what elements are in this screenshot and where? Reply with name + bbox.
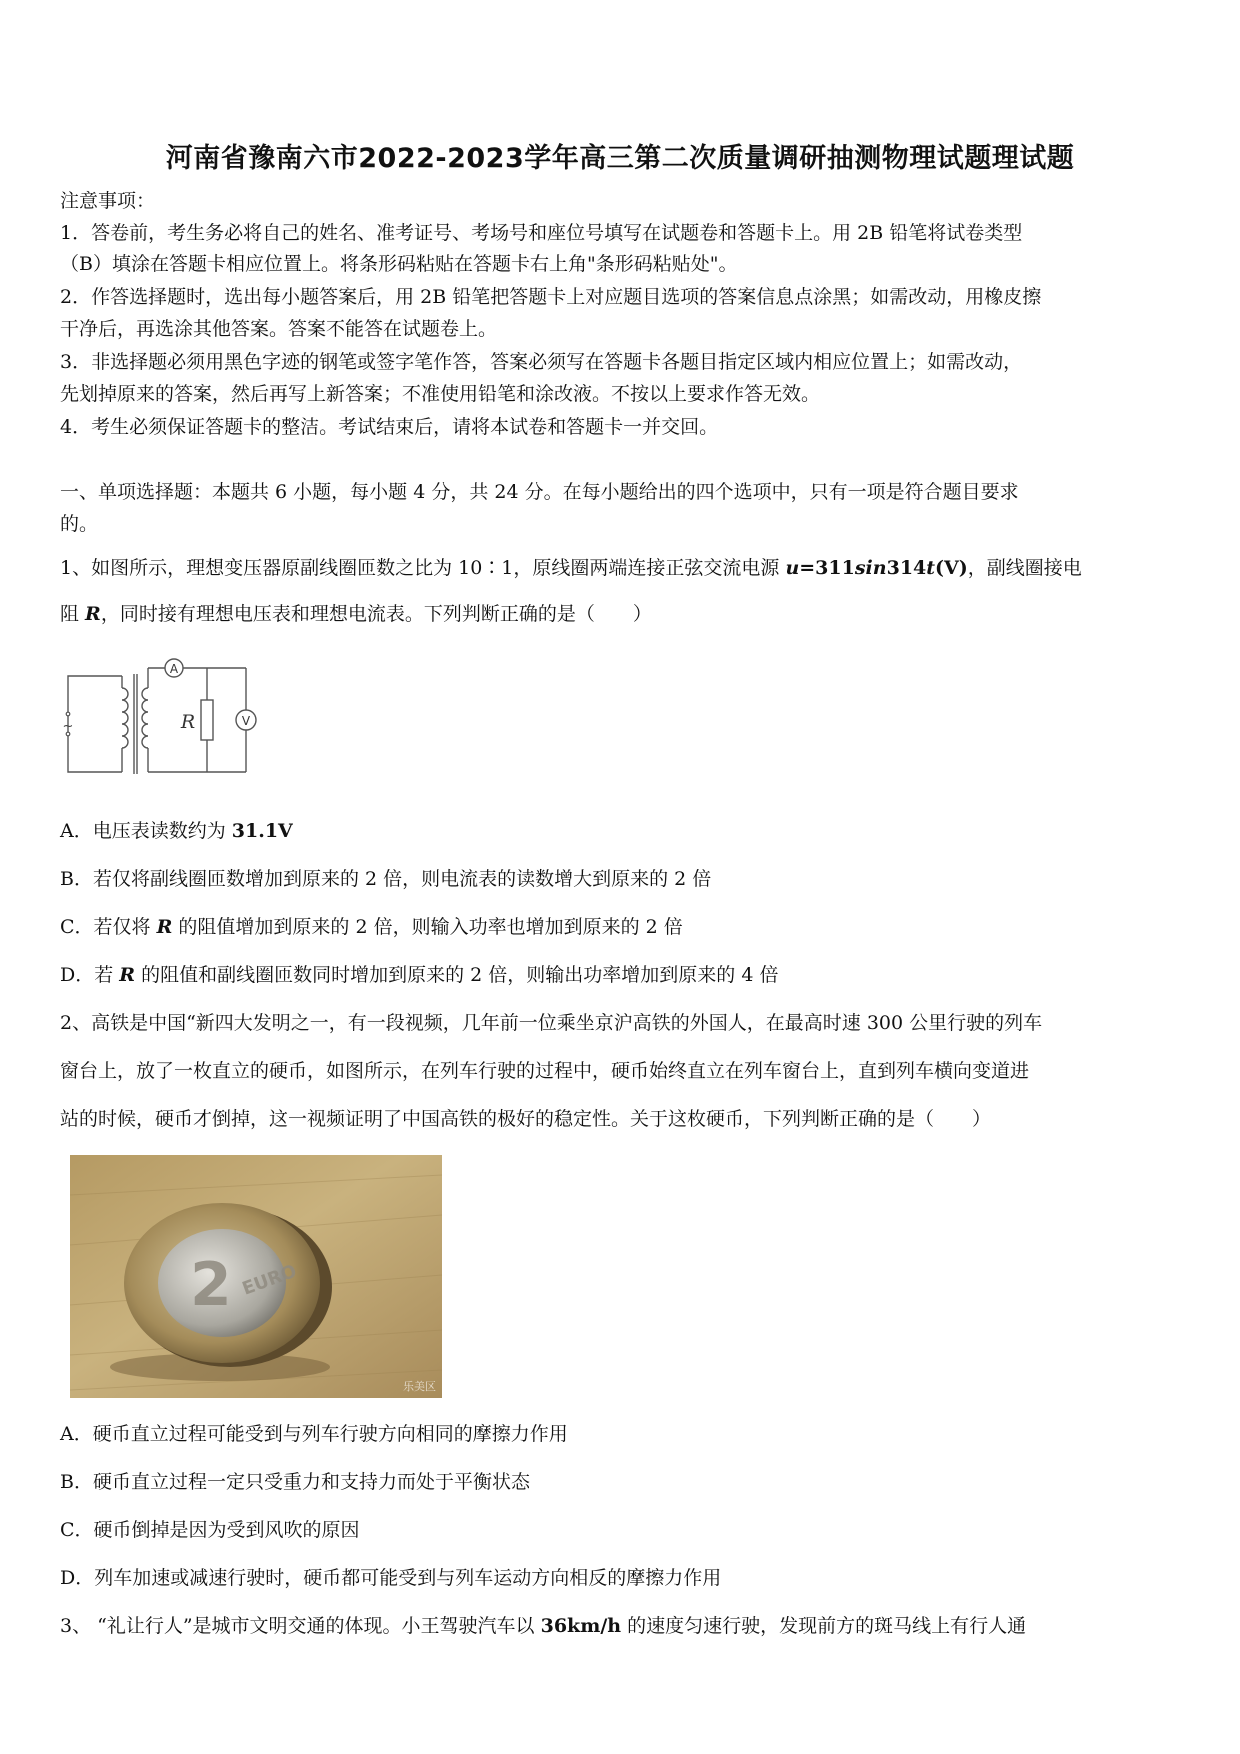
option-text: 电压表读数约为 <box>92 820 232 842</box>
circuit-diagram <box>64 652 264 782</box>
question-2-stem: 站的时候，硬币才倒掉，这一视频证明了中国高铁的极好的稳定性。关于这枚硬币，下列判断正确的是（ ） <box>60 1108 992 1130</box>
q2-option-d <box>60 1564 1180 1592</box>
resistor-label: R <box>180 711 196 733</box>
q3-text: 3、 “礼让行人”是城市文明交通的体现。小王驾驶汽车以 <box>60 1615 541 1637</box>
voltmeter-icon <box>236 710 256 730</box>
option-text: 的阻值增加到原来的 2 倍，则输入功率也增加到原来的 2 倍 <box>172 916 683 938</box>
question-2-stem: 2、高铁是中国“新四大发明之一，有一段视频，几年前一位乘坐京沪高铁的外国人，在最高时速 300 公里行驶的列车 <box>60 1012 1043 1034</box>
notice-line: 4．考生必须保证答题卡的整洁。考试结束后，请将本试卷和答题卡一并交回。 <box>60 416 719 438</box>
option-text: 硬币直立过程可能受到与列车行驶方向相同的摩擦力作用 <box>92 1423 568 1445</box>
option-text: 若 <box>94 964 120 986</box>
formula-t: t <box>926 557 936 579</box>
ammeter-icon <box>165 659 183 677</box>
formula-u: u <box>785 557 800 579</box>
q1-option-d <box>60 961 1180 989</box>
option-text: 若仅将 <box>93 916 157 938</box>
option-text: 列车加速或减速行驶时，硬币都可能受到与列车运动方向相反的摩擦力作用 <box>94 1567 722 1589</box>
ac-source-icon: ~ <box>62 719 74 734</box>
q1-text: ，同时接有理想电压表和理想电流表。下列判断正确的是（ ） <box>100 603 652 625</box>
section-heading-cont: 的。 <box>60 513 99 535</box>
option-text: 硬币倒掉是因为受到风吹的原因 <box>93 1519 360 1541</box>
standing-coin-image <box>70 1155 442 1398</box>
question-1-stem-cont <box>60 600 1180 628</box>
q1-text: 1、如图所示，理想变压器原副线圈匝数之比为 10∶1，原线圈两端连接正弦交流电源 <box>60 557 786 579</box>
q2-option-c <box>60 1516 1180 1544</box>
notice-line: 2．作答选择题时，选出每小题答案后，用 2B 铅笔把答题卡上对应题目选项的答案信息点涂黑；如需改动，用橡皮擦 <box>60 286 1042 308</box>
question-1-stem <box>60 554 1180 582</box>
formula <box>785 557 967 579</box>
speed-value: 36km/h <box>540 1615 622 1637</box>
option-label: D． <box>60 1567 95 1589</box>
terminal-icon <box>66 712 70 716</box>
notice-line: 干净后，再选涂其他答案。答案不能答在试题卷上。 <box>60 318 498 340</box>
option-label: B． <box>60 1471 93 1493</box>
resistor-symbol: R <box>119 964 136 986</box>
q1-option-c <box>60 913 1180 941</box>
q1-text: 阻 <box>60 603 86 625</box>
formula-eq: =311 <box>799 557 855 579</box>
coin-photo <box>70 1155 442 1398</box>
option-label: A． <box>60 1423 93 1445</box>
option-value: 31.1V <box>231 820 293 842</box>
coin-digit: 2 <box>190 1250 232 1320</box>
voltmeter-label: V <box>241 714 251 728</box>
notice-line: 先划掉原来的答案，然后再写上新答案；不准使用铅笔和涂改液。不按以上要求作答无效。 <box>60 383 821 405</box>
option-label: B． <box>60 868 93 890</box>
notice-heading: 注意事项： <box>60 190 156 212</box>
photo-watermark: 乐美区 <box>403 1380 436 1393</box>
section-heading: 一、单项选择题：本题共 6 小题，每小题 4 分，共 24 分。在每小题给出的四个选项中，只有一项是符合题目要求 <box>60 481 1019 503</box>
option-text: 硬币直立过程一定只受重力和支持力而处于平衡状态 <box>92 1471 530 1493</box>
question-2-stem: 窗台上，放了一枚直立的硬币，如图所示，在列车行驶的过程中，硬币始终直立在列车窗台上，直到列车横向变道进 <box>60 1060 1030 1082</box>
formula-314: 314 <box>886 557 927 579</box>
ammeter-label: A <box>169 662 179 676</box>
q1-option-b <box>60 865 1180 893</box>
q1-option-a <box>60 817 1180 845</box>
formula-sin: sin <box>854 557 887 579</box>
transformer-circuit-figure <box>64 652 264 782</box>
option-label: D． <box>60 964 95 986</box>
coin-text: EURO <box>239 1260 300 1300</box>
notice-line: 1．答卷前，考生务必将自己的姓名、准考证号、考场号和座位号填写在试题卷和答题卡上。用 2B 铅笔将试卷类型 <box>60 222 1023 244</box>
q3-text: 的速度匀速行驶，发现前方的斑马线上有行人通 <box>621 1615 1027 1637</box>
option-text: 的阻值和副线圈匝数同时增加到原来的 2 倍，则输出功率增加到原来的 4 倍 <box>135 964 779 986</box>
notice-line: （B）填涂在答题卡相应位置上。将条形码粘贴在答题卡右上角"条形码粘贴处"。 <box>60 253 738 275</box>
q1-text: ，副线圈接电 <box>967 557 1082 579</box>
formula-unit: (V) <box>935 557 968 579</box>
option-label: C． <box>60 1519 94 1541</box>
page-title: 河南省豫南六市2022-2023学年高三第二次质量调研抽测物理试题理试题 <box>165 143 1075 174</box>
resistor-symbol: R <box>156 916 173 938</box>
notice-line: 3．非选择题必须用黑色字迹的钢笔或签字笔作答，答案必须写在答题卡各题目指定区域内相应位置上；如需改动， <box>60 351 1023 373</box>
option-text: 若仅将副线圈匝数增加到原来的 2 倍，则电流表的读数增大到原来的 2 倍 <box>92 868 712 890</box>
option-label: C． <box>60 916 94 938</box>
resistor-symbol: R <box>85 603 101 625</box>
question-3-stem <box>60 1612 1180 1640</box>
q2-option-a <box>60 1420 1180 1448</box>
q2-option-b <box>60 1468 1180 1496</box>
option-label: A． <box>60 820 93 842</box>
